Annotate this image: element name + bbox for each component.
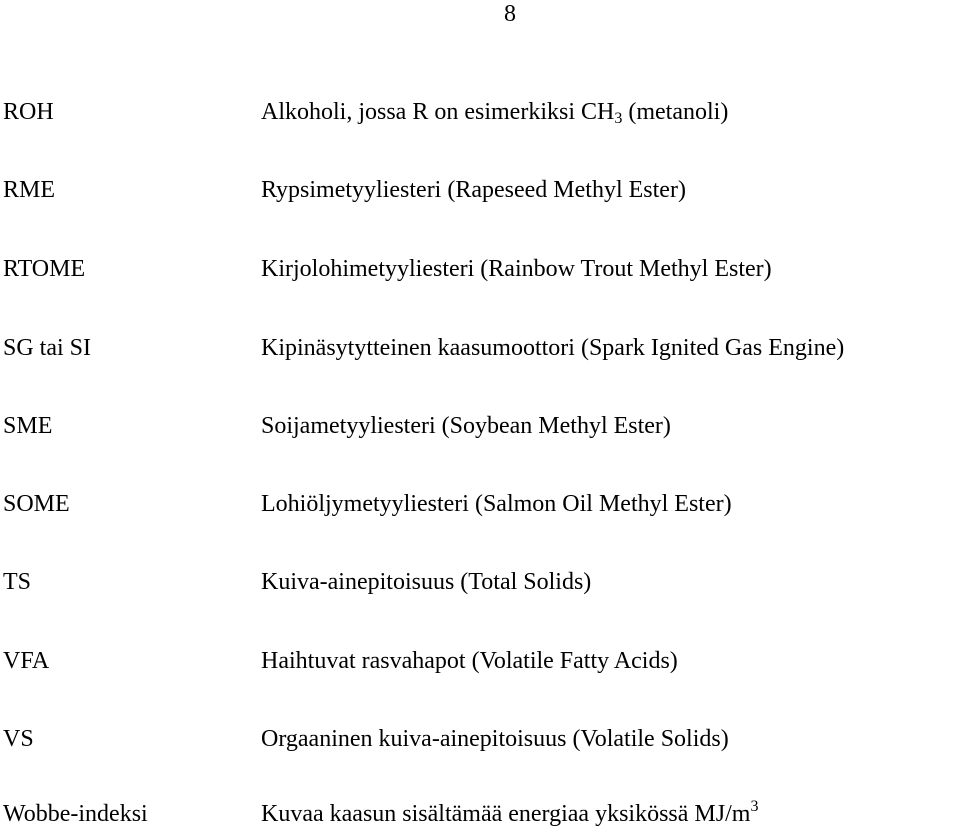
glossary-row [0, 647, 960, 687]
abbreviation: SME [3, 413, 53, 439]
glossary-row [0, 800, 960, 840]
abbreviation: VS [3, 726, 34, 752]
definition: Kipinäsytytteinen kaasumoottori (Spark Ignited Gas Engine) [261, 335, 845, 361]
definition: Kuiva-ainepitoisuus (Total Solids) [261, 569, 592, 595]
abbreviation: TS [3, 569, 32, 595]
abbreviation: SG tai SI [3, 335, 92, 361]
glossary-row [0, 334, 960, 374]
abbreviation: Wobbe-indeksi [3, 801, 148, 827]
abbreviation: RME [3, 177, 56, 203]
definition-text: Kuvaa kaasun sisältämää energiaa yksikössä MJ/m [261, 801, 751, 827]
abbreviation: VFA [3, 648, 50, 674]
page-number: 8 [504, 1, 516, 27]
glossary-row [0, 176, 960, 216]
abbreviation: RTOME [3, 256, 86, 282]
superscript: 3 [750, 798, 759, 815]
definition [261, 800, 758, 828]
subscript: 3 [614, 110, 623, 127]
definition [261, 98, 728, 126]
definition: Soijametyyliesteri (Soybean Methyl Ester) [261, 413, 671, 439]
abbreviation: ROH [3, 99, 54, 125]
glossary-row [0, 98, 960, 138]
definition: Rypsimetyyliesteri (Rapeseed Methyl Ester) [261, 177, 686, 203]
definition: Lohiöljymetyyliesteri (Salmon Oil Methyl Ester) [261, 491, 732, 517]
definition: Kirjolohimetyyliesteri (Rainbow Trout Methyl Ester) [261, 256, 772, 282]
definition: Orgaaninen kuiva-ainepitoisuus (Volatile Solids) [261, 726, 729, 752]
abbreviation: SOME [3, 491, 70, 517]
glossary-row [0, 412, 960, 452]
definition: Haihtuvat rasvahapot (Volatile Fatty Acids) [261, 648, 678, 674]
glossary-row [0, 490, 960, 530]
definition-text-end: (metanoli) [622, 99, 729, 125]
definition-text: Alkoholi, jossa R on esimerkiksi CH [261, 99, 615, 125]
glossary-row [0, 725, 960, 765]
glossary-row [0, 255, 960, 295]
glossary-row [0, 568, 960, 608]
